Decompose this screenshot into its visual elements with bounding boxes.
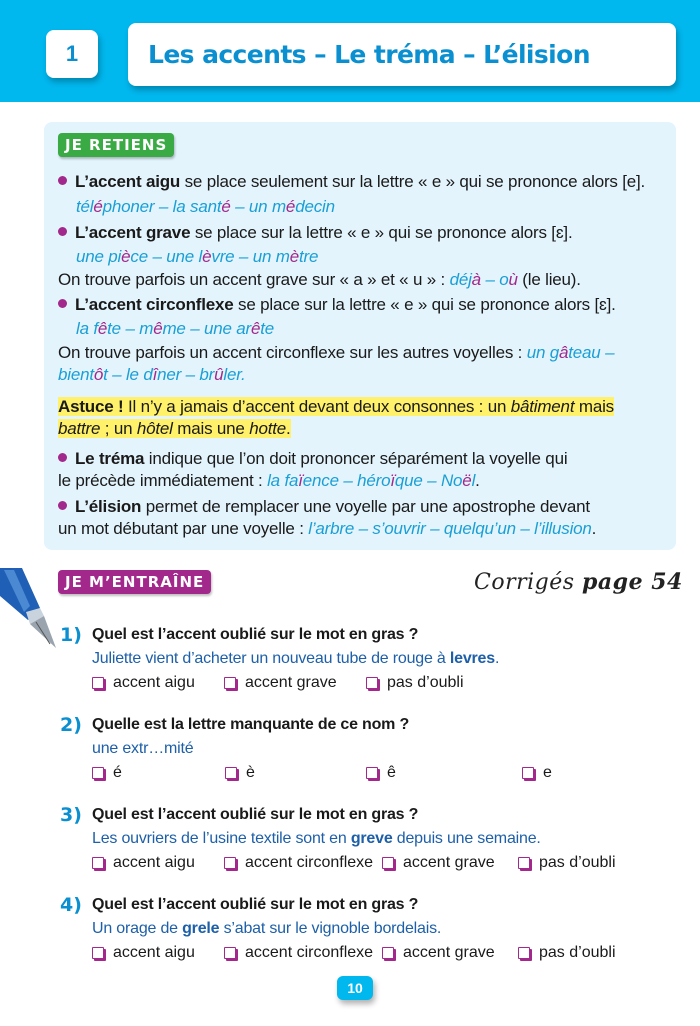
- option-label: pas d’oubli: [387, 674, 464, 691]
- accent-letter: ë: [462, 471, 472, 490]
- sentence-text: Un orage de: [92, 920, 183, 937]
- option-label: pas d’oubli: [539, 944, 616, 961]
- option-checkbox[interactable]: [382, 854, 495, 872]
- example-text: vre – un m: [211, 247, 290, 266]
- header-band: [0, 0, 700, 102]
- rule-tail: .: [475, 471, 480, 490]
- question-sentence: [92, 650, 499, 668]
- title-box: [128, 23, 676, 86]
- example-text: déj: [449, 270, 472, 289]
- bold-word: greve: [350, 830, 393, 847]
- astuce-line2: [58, 418, 291, 440]
- checkbox-icon[interactable]: [518, 857, 530, 869]
- rule-text: se place sur la lettre « e » qui se prononce alors [ɛ].: [233, 295, 616, 314]
- astuce-text: Il n’y a jamais d’accent devant deux consonnes : un: [123, 397, 511, 416]
- option-label: é: [113, 764, 122, 781]
- sentence-text: Les ouvriers de l’usine textile sont en: [92, 830, 351, 847]
- option-checkbox[interactable]: [92, 764, 122, 782]
- example-text: me – une ar: [162, 319, 251, 338]
- example-text: te – m: [107, 319, 154, 338]
- option-checkbox[interactable]: [522, 764, 552, 782]
- example-text: un g: [526, 343, 559, 362]
- rule-text: le précède immédiatement :: [58, 471, 268, 490]
- note-tail: (le lieu).: [517, 270, 581, 289]
- question-sentence: [92, 920, 441, 938]
- sentence-text: .: [494, 650, 500, 667]
- option-label: e: [543, 764, 552, 781]
- example-text: une pi: [76, 247, 122, 266]
- option-label: accent grave: [245, 674, 337, 691]
- checkbox-icon[interactable]: [382, 947, 394, 959]
- example-text: ner – br: [157, 365, 215, 384]
- accent-letter: ê: [97, 319, 108, 338]
- examples-circonflexe: [58, 318, 274, 340]
- accent-letter: û: [214, 365, 224, 384]
- bold-word: grele: [182, 920, 220, 937]
- rule-accent-grave: [58, 222, 572, 244]
- accent-letter: è: [202, 247, 212, 266]
- option-label: è: [246, 764, 255, 781]
- page-title: Les accents – Le tréma – L’élision: [148, 40, 590, 69]
- question-number: 4): [60, 894, 82, 916]
- rule-text: un mot débutant par une voyelle :: [58, 519, 309, 538]
- term-elision: L’élision: [75, 497, 142, 516]
- astuce-word: battre: [58, 419, 101, 438]
- rule-accent-circonflexe: [58, 294, 616, 316]
- checkbox-icon[interactable]: [224, 677, 236, 689]
- accent-letter: é: [285, 197, 296, 216]
- question-number: 1): [60, 624, 82, 646]
- question-title: Quel est l’accent oublié sur le mot en gras ?: [92, 896, 419, 913]
- rule-text: se place sur la lettre « e » qui se prononce alors [ɛ].: [190, 223, 573, 242]
- je-retiens-box: [44, 122, 676, 550]
- accent-letter: è: [289, 247, 299, 266]
- checkbox-icon[interactable]: [92, 677, 104, 689]
- option-label: accent circonflexe: [245, 854, 374, 871]
- note-accent-grave: [58, 269, 581, 291]
- example-text: tél: [76, 197, 94, 216]
- rule-elision-line1: [58, 496, 590, 518]
- example-text: ence – héro: [302, 471, 391, 490]
- option-checkbox[interactable]: [382, 944, 495, 962]
- option-label: accent aigu: [113, 854, 195, 871]
- astuce-text: mais une: [172, 419, 250, 438]
- checkbox-icon[interactable]: [522, 767, 534, 779]
- example-text: l: [471, 471, 476, 490]
- checkbox-icon[interactable]: [382, 857, 394, 869]
- rule-elision-line2: [58, 518, 596, 540]
- option-checkbox[interactable]: [366, 674, 464, 692]
- example-text: la f: [76, 319, 98, 338]
- separator: –: [480, 270, 500, 289]
- example-text: – un m: [230, 197, 286, 216]
- rule-tail: .: [591, 519, 597, 538]
- example-text: l’arbre – s’ouvrir – quelqu’un – l’illusion: [308, 519, 592, 538]
- checkbox-icon[interactable]: [92, 767, 104, 779]
- note-circonflexe-line2: [58, 364, 246, 386]
- option-label: pas d’oubli: [539, 854, 616, 871]
- note-text: On trouve parfois un accent grave sur « a » et « u » :: [58, 270, 450, 289]
- option-checkbox[interactable]: [518, 944, 616, 962]
- question-number: 2): [60, 714, 82, 736]
- accent-letter: ô: [93, 365, 104, 384]
- accent-letter: î: [152, 365, 158, 384]
- corriges-reference: [474, 569, 683, 595]
- option-label: accent grave: [403, 944, 495, 961]
- sentence-text: depuis une semaine.: [392, 830, 541, 847]
- checkbox-icon[interactable]: [92, 947, 104, 959]
- checkbox-icon[interactable]: [366, 677, 378, 689]
- question-title: Quelle est la lettre manquante de ce nom ?: [92, 716, 410, 733]
- chapter-number: 1: [46, 30, 98, 78]
- accent-letter: ê: [153, 319, 163, 338]
- astuce-word: hotte: [249, 419, 287, 438]
- accent-letter: â: [559, 343, 569, 362]
- corriges-label: Corrigés: [474, 570, 583, 595]
- checkbox-icon[interactable]: [366, 767, 378, 779]
- option-checkbox[interactable]: [224, 944, 373, 962]
- example-text: tre: [298, 247, 319, 266]
- rule-trema-line2: [58, 470, 480, 492]
- option-label: accent circonflexe: [245, 944, 374, 961]
- astuce-label: Astuce !: [58, 397, 124, 416]
- accent-letter: é: [93, 197, 103, 216]
- astuce-text: mais: [574, 397, 614, 416]
- bullet-icon: [58, 453, 67, 462]
- checkbox-icon[interactable]: [224, 857, 236, 869]
- option-checkbox[interactable]: [518, 854, 616, 872]
- example-text: teau –: [568, 343, 615, 362]
- accent-letter: ê: [251, 319, 261, 338]
- question-title: Quel est l’accent oublié sur le mot en gras ?: [92, 626, 419, 643]
- option-checkbox[interactable]: [225, 764, 255, 782]
- option-label: accent aigu: [113, 674, 195, 691]
- accent-letter: è: [121, 247, 131, 266]
- astuce-text: .: [286, 419, 291, 438]
- option-checkbox[interactable]: [92, 854, 195, 872]
- checkbox-icon[interactable]: [225, 767, 237, 779]
- sentence-text: s’abat sur le vignoble bordelais.: [219, 920, 442, 937]
- answer-options: [92, 854, 652, 876]
- astuce-line1: [58, 396, 614, 418]
- rule-text: permet de remplacer une voyelle par une apostrophe devant: [141, 497, 590, 516]
- option-checkbox[interactable]: [224, 674, 337, 692]
- fountain-pen-icon: [0, 568, 60, 650]
- bold-word: levres: [449, 650, 495, 667]
- rule-text: indique que l’on doit prononcer séparément la voyelle qui: [144, 449, 568, 468]
- answer-options: [92, 764, 652, 786]
- example-text: o: [499, 270, 509, 289]
- bullet-icon: [58, 299, 67, 308]
- term-accent-circonflexe: L’accent circonflexe: [75, 295, 234, 314]
- example-text: ler.: [223, 365, 246, 384]
- option-label: accent aigu: [113, 944, 195, 961]
- examples-aigu: [58, 196, 335, 218]
- question-title: Quel est l’accent oublié sur le mot en gras ?: [92, 806, 419, 823]
- example-text: que – No: [394, 471, 463, 490]
- answer-options: [92, 674, 652, 696]
- example-text: ce – une l: [130, 247, 203, 266]
- answer-options: [92, 944, 652, 966]
- bullet-icon: [58, 501, 67, 510]
- bullet-icon: [58, 176, 67, 185]
- astuce-word: hôtel: [136, 419, 173, 438]
- option-checkbox[interactable]: [224, 854, 373, 872]
- checkbox-icon[interactable]: [92, 857, 104, 869]
- examples-grave: [58, 246, 318, 268]
- example-text: phoner – la sant: [102, 197, 222, 216]
- example-text: te: [260, 319, 275, 338]
- checkbox-icon[interactable]: [518, 947, 530, 959]
- option-checkbox[interactable]: [366, 764, 396, 782]
- page-number: 10: [337, 976, 373, 1000]
- checkbox-icon[interactable]: [224, 947, 236, 959]
- accent-letter: à: [471, 270, 481, 289]
- sentence-text: Juliette vient d’acheter un nouveau tube de rouge à: [92, 650, 450, 667]
- example-text: t – le d: [103, 365, 153, 384]
- term-trema: Le tréma: [75, 449, 145, 468]
- rule-text: se place seulement sur la lettre « e » qui se prononce alors [e].: [180, 172, 646, 191]
- example-text: la fa: [267, 471, 299, 490]
- sentence-text: une extr…mité: [92, 740, 194, 757]
- option-checkbox[interactable]: [92, 944, 195, 962]
- option-label: accent grave: [403, 854, 495, 871]
- astuce-text: ; un: [100, 419, 137, 438]
- note-circonflexe-line1: [58, 342, 614, 364]
- option-label: ê: [387, 764, 396, 781]
- accent-letter: ù: [508, 270, 518, 289]
- example-text: decin: [295, 197, 335, 216]
- bullet-icon: [58, 227, 67, 236]
- accent-letter: é: [221, 197, 231, 216]
- astuce-word: bâtiment: [510, 397, 575, 416]
- term-accent-grave: L’accent grave: [75, 223, 191, 242]
- rule-accent-aigu: [58, 171, 645, 193]
- option-checkbox[interactable]: [92, 674, 195, 692]
- je-retiens-tag: JE RETIENS: [58, 133, 174, 157]
- question-number: 3): [60, 804, 82, 826]
- note-text: On trouve parfois un accent circonflexe sur les autres voyelles :: [58, 343, 527, 362]
- question-sentence: [92, 740, 193, 758]
- question-sentence: [92, 830, 541, 848]
- example-text: bient: [58, 365, 94, 384]
- accent-letter: ï: [390, 471, 395, 490]
- je-m-entraine-tag: JE M’ENTRAÎNE: [58, 570, 211, 594]
- corriges-page: page 54: [582, 569, 683, 595]
- term-accent-aigu: L’accent aigu: [75, 172, 181, 191]
- rule-trema-line1: [58, 448, 567, 470]
- accent-letter: ï: [298, 471, 303, 490]
